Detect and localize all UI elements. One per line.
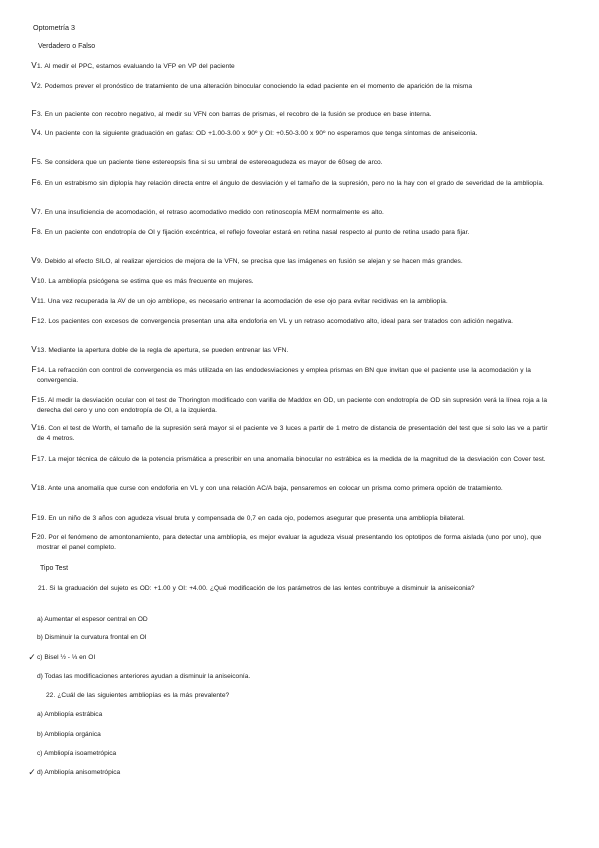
- answer-mark: V: [31, 61, 37, 70]
- answer-option: d) Todas las modificaciones anteriores ayudan a disminuir la aniseiconía.: [37, 673, 251, 680]
- true-false-item: 17. La mejor técnica de cálculo de la potencia prismática a prescribir en una anomalía binocular no estrábica es la medida de la magnitud de la desviación con Cover test.: [37, 456, 546, 463]
- answer-mark: V: [31, 345, 37, 354]
- true-false-item: 20. Por el fenómeno de amontonamiento, para detectar una ambliopía, es mejor evaluar la agudeza visual presentando los optotipos de forma aislada (uno por uno), que mostrar el panel completo.: [37, 534, 542, 551]
- answer-mark: F: [31, 365, 37, 374]
- answer-mark: F: [31, 316, 37, 325]
- question-22-text: 22. ¿Cuál de las siguientes ambliopías es la más prevalente?: [46, 692, 230, 699]
- true-false-item: 15. Al medir la desviación ocular con el test de Thorington modificado con varilla de Maddox en OD, un paciente con endotropía de OD sin supresión verá la línea roja a la derecha del cero y uno con endotropía de OI, a la izquierda.: [37, 397, 548, 414]
- answer-mark: F: [31, 532, 37, 541]
- answer-option: c) Bisel ½ - ⅓ en OI: [37, 654, 96, 661]
- answer-mark: V: [31, 128, 37, 137]
- true-false-item: 13. Mediante la apertura doble de la regla de apertura, se pueden entrenar las VFN.: [37, 347, 289, 354]
- answer-mark: V: [31, 423, 37, 432]
- answer-mark: V: [31, 256, 37, 265]
- true-false-item: 11. Una vez recuperada la AV de un ojo amblíope, es necesario entrenar la acomodación de ese ojo para evitar recidivas en la ambliopía.: [37, 298, 448, 305]
- answer-mark: F: [31, 227, 37, 236]
- true-false-item: 1. Al medir el PPC, estamos evaluando la VFP en VP del paciente: [37, 63, 235, 70]
- true-false-item: 6. En un estrabismo sin diplopía hay relación directa entre el ángulo de desviación y el tamaño de la supresión, pero no la hay con el grado de severidad de la ambliopía.: [37, 180, 544, 187]
- answer-option: b) Ambliopía orgánica: [37, 731, 101, 738]
- true-false-item: 19. En un niño de 3 años con agudeza visual bruta y compensada de 0,7 en cada ojo, podemos asegurar que presenta una ambliopía bilateral.: [37, 515, 465, 522]
- true-false-item: 5. Se considera que un paciente tiene estereopsis fina si su umbral de estereoagudeza es mayor de 60seg de arco.: [37, 159, 383, 166]
- answer-option: a) Ambliopía estrábica: [37, 711, 103, 718]
- answer-mark: V: [31, 81, 37, 90]
- check-icon: ✓: [28, 652, 36, 662]
- true-false-item: 18. Ante una anomalía que curse con endoforia en VL y con una relación AC/A baja, pensaremos en colocar un prisma como primera opción de tratamiento.: [37, 485, 503, 492]
- true-false-item: 9. Debido al efecto SILO, al realizar ejercicios de mejora de la VFN, se precisa que las imágenes en fusión se alejan y se hacen más grandes.: [37, 258, 463, 265]
- answer-option: b) Disminuir la curvatura frontal en OI: [37, 634, 147, 641]
- answer-mark: V: [31, 483, 37, 492]
- answer-option: c) Ambliopía isoametrópica: [37, 750, 117, 757]
- answer-mark: F: [31, 454, 37, 463]
- true-false-item: 10. La ambliopía psicógena se estima que es más frecuente en mujeres.: [37, 278, 254, 285]
- true-false-item: 14. La refracción con control de convergencia es más utilizada en las endodesviaciones y emplea prismas en BN que invitan que el paciente use la acomodación y la convergencia.: [37, 367, 531, 384]
- answer-mark: V: [31, 276, 37, 285]
- true-false-item: 2. Podemos prever el pronóstico de tratamiento de una alteración binocular conociendo la edad paciente en el momento de aparición de la misma: [37, 83, 473, 90]
- answer-mark: F: [31, 157, 37, 166]
- question-21-text: 21. Si la graduación del sujeto es OD: +1.00 y OI: +4.00. ¿Qué modificación de los parámetros de las lentes contribuye a disminuir la aniseiconia?: [38, 585, 475, 592]
- check-icon: ✓: [28, 767, 36, 777]
- section-test-heading: Tipo Test: [40, 565, 69, 572]
- answer-option: a) Aumentar el espesor central en OD: [37, 616, 148, 623]
- true-false-item: 3. En un paciente con recobro negativo, al medir su VFN con barras de prismas, el recobro de la fusión se produce en base interna.: [37, 111, 432, 118]
- answer-mark: F: [31, 395, 37, 404]
- section-true-false-heading: Verdadero o Falso: [38, 43, 96, 50]
- answer-mark: F: [31, 178, 37, 187]
- answer-mark: F: [31, 513, 37, 522]
- true-false-item: 8. En un paciente con endotropía de OI y fijación excéntrica, el reflejo foveolar estará en retina nasal respecto al punto de retina usado para fijar.: [37, 229, 470, 236]
- answer-mark: V: [31, 207, 37, 216]
- true-false-item: 12. Los pacientes con excesos de convergencia presentan una alta endoforia en VL y un retraso acomodativo alto, ideal para ser tratados con adición negativa.: [37, 318, 513, 325]
- document-title: Optometría 3: [33, 23, 75, 32]
- true-false-item: 7. En una insuficiencia de acomodación, el retraso acomodativo medido con retinoscopía MEM normalmente es alto.: [37, 209, 384, 216]
- answer-mark: V: [31, 296, 37, 305]
- answer-mark: F: [31, 109, 37, 118]
- true-false-item: 16. Con el test de Worth, el tamaño de la supresión será mayor si el paciente ve 3 luces a partir de 1 metro de distancia de presentación del test que si solo las ve a partir de 4 metros.: [37, 425, 548, 442]
- true-false-item: 4. Un paciente con la siguiente graduación en gafas: OD +1.00-3.00 x 90º y OI: +0.50-3.00 x 90º no esperamos que tenga síntomas de aniseiconia.: [37, 130, 478, 137]
- answer-option: d) Ambliopía anisometrópica: [37, 769, 121, 776]
